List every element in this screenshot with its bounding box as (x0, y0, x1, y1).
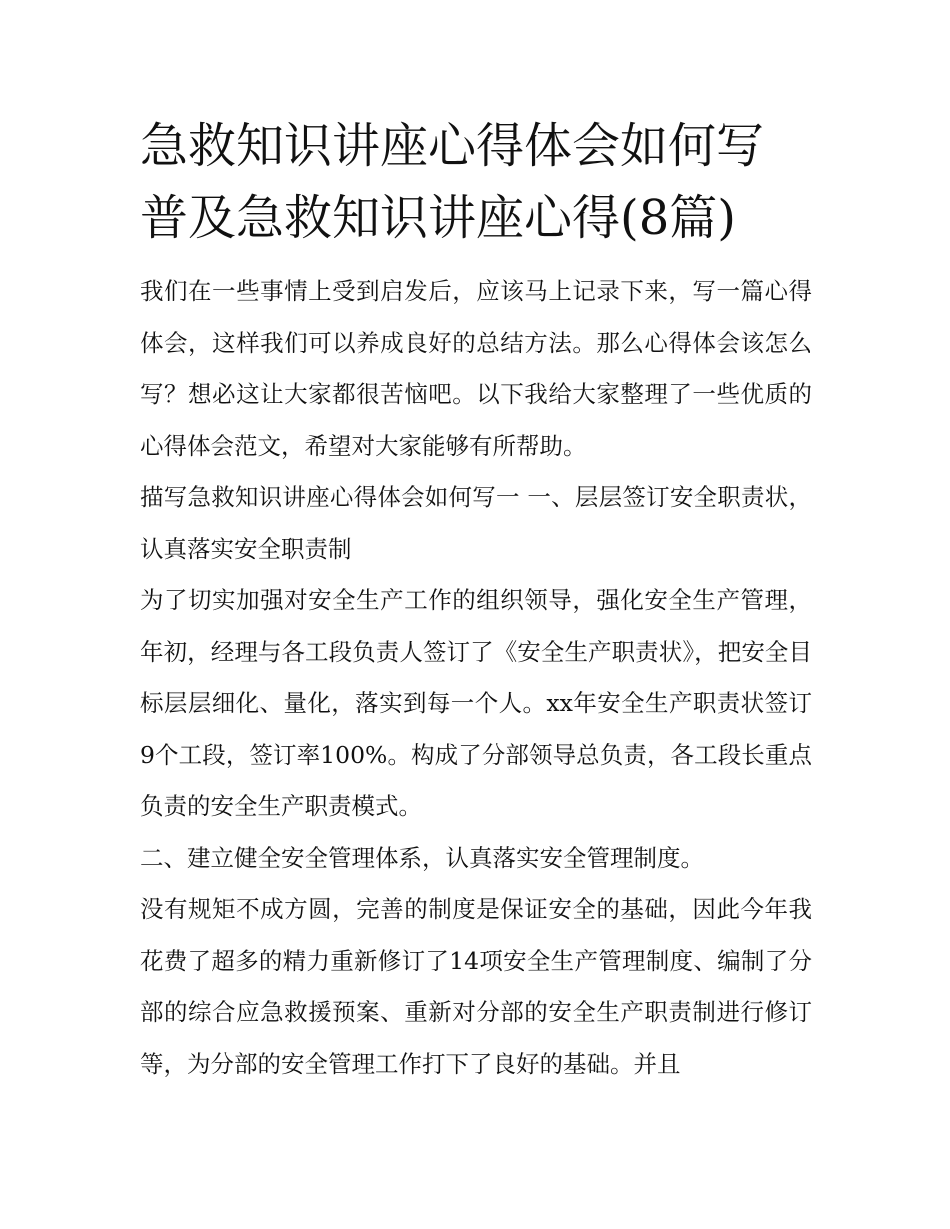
document-body (140, 110, 812, 1090)
section-heading-2: 二、建立健全安全管理体系，认真落实安全管理制度。 (140, 843, 704, 872)
title-line-2: 普及急救知识讲座心得(8篇) (140, 190, 736, 246)
section-1-paragraph: 为了切实加强对安全生产工作的组织领导，强化安全生产管理，年初，经理与各工段负责人签订了《安全生产职责状》，把安全目标层层细化、量化，落实到每一个人。xx年安全生产职责状签订9个工段，签订率100%。构成了分部领导总负责，各工段长重点负责的安全生产职责模式。 (140, 586, 812, 820)
section-heading-1: 描写急救知识讲座心得体会如何写一 一、层层签订安全职责状，认真落实安全职责制 (140, 483, 812, 563)
document-title (140, 110, 812, 254)
title-line-1: 急救知识讲座心得体会如何写 (140, 118, 765, 174)
intro-paragraph: 我们在一些事情上受到启发后，应该马上记录下来，写一篇心得体会，这样我们可以养成良好的总结方法。那么心得体会该怎么写？想必这让大家都很苦恼吧。以下我给大家整理了一些优质的心得体会范文，希望对大家能够有所帮助。 (140, 277, 812, 460)
section-2-paragraph: 没有规矩不成方圆，完善的制度是保证安全的基础，因此今年我花费了超多的精力重新修订了14项安全生产管理制度、编制了分部的综合应急救援预案、重新对分部的安全生产职责制进行修订等，为分部的安全管理工作打下了良好的基础。并且 (140, 895, 812, 1078)
